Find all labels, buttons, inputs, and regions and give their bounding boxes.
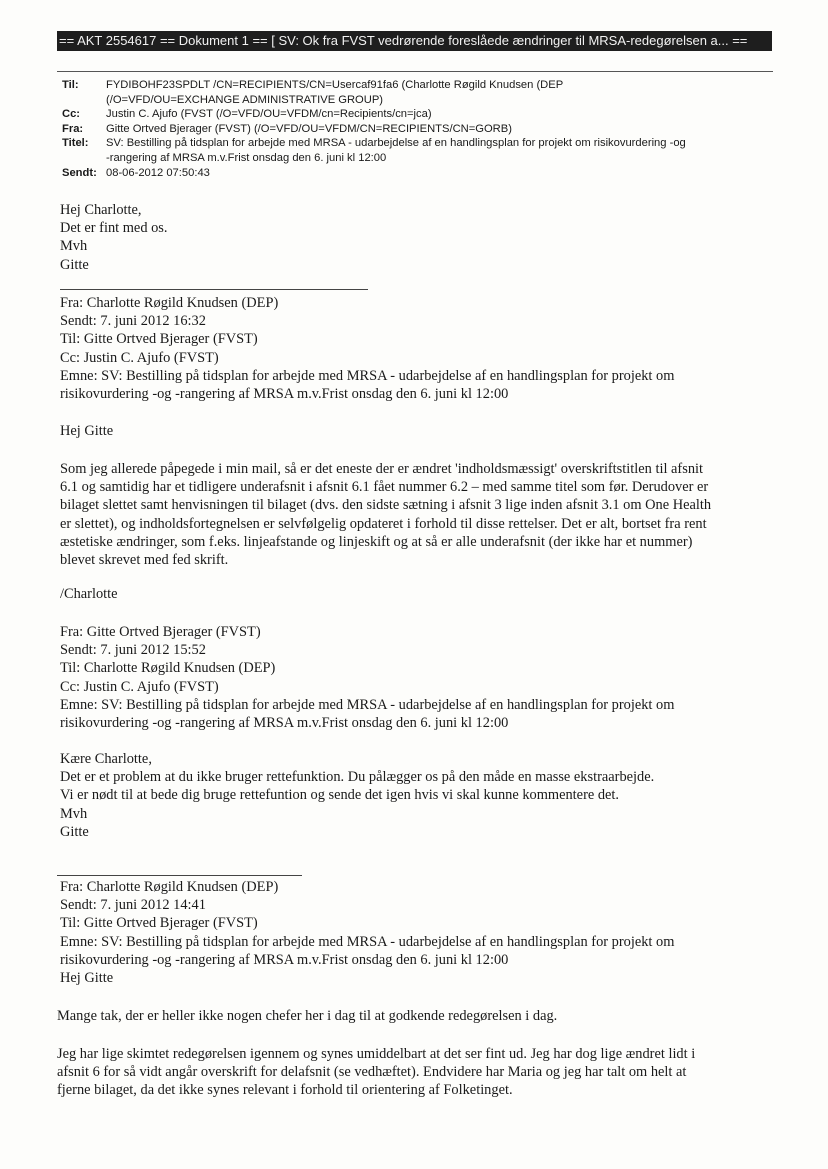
message-3-subject-line2: risikovurdering -og -rangering af MRSA m.v.Frist onsdag den 6. juni kl 12:00 bbox=[60, 715, 509, 732]
email-header bbox=[62, 78, 772, 180]
message-1-greeting: Hej Charlotte, bbox=[60, 202, 142, 218]
message-1-signature: Gitte bbox=[60, 256, 89, 273]
message-1 bbox=[60, 201, 760, 274]
header-sent-row bbox=[62, 166, 772, 181]
message-4-body-line: afsnit 6 for så vidt angår overskrift for delafsnit (se vedhæftet). Endvidere har Maria og jeg har talt om helt at bbox=[57, 1064, 687, 1081]
header-cc-label: Cc: bbox=[62, 108, 81, 121]
header-title-value-line2: -rangering af MRSA m.v.Frist onsdag den 6. juni kl 12:00 bbox=[106, 151, 387, 164]
message-1-closing: Mvh bbox=[60, 238, 88, 255]
message-2-body-line: blevet skrevet med fed skrift. bbox=[60, 552, 229, 569]
message-4-subject-line2: risikovurdering -og -rangering af MRSA m.v.Frist onsdag den 6. juni kl 12:00 bbox=[60, 951, 509, 968]
message-2-body-line: er slettet), og indholdsfortegnelsen er selvfølgelig opdateret i forhold til disse rettelser. Det er alt, bortset fra rent bbox=[60, 515, 707, 532]
message-3-greeting: Kære Charlotte, bbox=[60, 751, 152, 767]
message-3-to: Til: Charlotte Røgild Knudsen (DEP) bbox=[60, 660, 276, 677]
message-1-line: Det er fint med os. bbox=[60, 220, 168, 237]
message-3-body-line: Det er et problem at du ikke bruger rettefunktion. Du pålægger os på den måde en masse ekstraarbejde. bbox=[60, 769, 655, 786]
header-cc-row bbox=[62, 107, 772, 122]
message-2-body-line: æstetiske ændringer, som f.eks. linjeafstande og linjeskift og at så er alle underafsnit (der ikke har et nummer) bbox=[60, 533, 693, 550]
message-2-body bbox=[60, 460, 760, 569]
message-4-body-line: Jeg har lige skimtet redegørelsen igennem og synes umiddelbart at det ser fint ud. Jeg har dog lige ændret lidt i bbox=[57, 1046, 696, 1062]
message-4-body bbox=[57, 1045, 757, 1100]
message-3-body-line: Vi er nødt til at bede dig bruge rettefuntion og sende det igen hvis vi skal kunne kommentere det. bbox=[60, 787, 620, 804]
message-2-subject-line1: Emne: SV: Bestilling på tidsplan for arbejde med MRSA - udarbejdelse af en handlingsplan for projekt om bbox=[60, 367, 675, 384]
message-2-body-line: 6.1 og samtidig har et tidligere underafsnit i afsnit 6.1 fået nummer 6.2 – med samme titel som før. Derudover er bbox=[60, 479, 709, 496]
header-to-row bbox=[62, 78, 772, 107]
message-3-cc: Cc: Justin C. Ajufo (FVST) bbox=[60, 678, 219, 695]
header-title-row bbox=[62, 136, 772, 165]
header-from-value: Gitte Ortved Bjerager (FVST) (/O=VFD/OU=VFDM/CN=RECIPIENTS/CN=GORB) bbox=[106, 122, 512, 135]
message-3-header bbox=[60, 623, 760, 732]
message-4-to: Til: Gitte Ortved Bjerager (FVST) bbox=[60, 915, 258, 932]
message-2-cc: Cc: Justin C. Ajufo (FVST) bbox=[60, 349, 219, 366]
header-sent-value: 08-06-2012 07:50:43 bbox=[106, 166, 210, 179]
message-3-signature: Gitte bbox=[60, 823, 89, 840]
header-title-label: Titel: bbox=[62, 137, 89, 150]
message-2-subject-line2: risikovurdering -og -rangering af MRSA m.v.Frist onsdag den 6. juni kl 12:00 bbox=[60, 386, 509, 403]
header-from-label: Fra: bbox=[62, 122, 84, 135]
message-2-greeting: Hej Gitte bbox=[60, 423, 114, 439]
message-2-from: Fra: Charlotte Røgild Knudsen (DEP) bbox=[60, 295, 279, 311]
header-to-label: Til: bbox=[62, 79, 79, 91]
message-4-subject-line1: Emne: SV: Bestilling på tidsplan for arbejde med MRSA - udarbejdelse af en handlingsplan for projekt om bbox=[60, 933, 675, 950]
message-4-sent: Sendt: 7. juni 2012 14:41 bbox=[60, 897, 206, 914]
document-banner: == AKT 2554617 == Dokument 1 == [ SV: Ok fra FVST vedrørende foreslåede ændringer til MRSA-redegørelsen a... == bbox=[57, 31, 772, 51]
message-2-sent: Sendt: 7. juni 2012 16:32 bbox=[60, 313, 206, 330]
header-from-row bbox=[62, 122, 772, 137]
message-3-sent: Sendt: 7. juni 2012 15:52 bbox=[60, 642, 206, 659]
header-to-value-line2: (/O=VFD/OU=EXCHANGE ADMINISTRATIVE GROUP) bbox=[106, 93, 384, 106]
message-2-to: Til: Gitte Ortved Bjerager (FVST) bbox=[60, 331, 258, 348]
message-3-body bbox=[60, 750, 760, 841]
message-2-header bbox=[60, 294, 760, 403]
message-2-body-line: Som jeg allerede påpegede i min mail, så er det eneste der er ændret 'indholdsmæssigt' overskriftstitlen til afsnit bbox=[60, 461, 704, 477]
message-4-body-line: fjerne bilaget, da det ikke synes relevant i forhold til orientering af Folketinget. bbox=[57, 1082, 513, 1099]
header-cc-value: Justin C. Ajufo (FVST (/O=VFD/OU=VFDM/cn=Recipients/cn=jca) bbox=[106, 108, 432, 121]
message-2-signature: /Charlotte bbox=[60, 586, 118, 602]
message-3-closing: Mvh bbox=[60, 805, 88, 822]
header-title-value-line1: SV: Bestilling på tidsplan for arbejde med MRSA - udarbejdelse af en handlingsplan for projekt om risikovurdering -og bbox=[106, 137, 686, 150]
header-to-value-line1: FYDIBOHF23SPDLT /CN=RECIPIENTS/CN=Usercaf91fa6 (Charlotte Røgild Knudsen (DEP bbox=[106, 79, 564, 91]
message-3-subject-line1: Emne: SV: Bestilling på tidsplan for arbejde med MRSA - udarbejdelse af en handlingsplan for projekt om bbox=[60, 696, 675, 713]
header-sent-label: Sendt: bbox=[62, 166, 97, 179]
header-divider bbox=[57, 71, 773, 72]
message-4-from: Fra: Charlotte Røgild Knudsen (DEP) bbox=[60, 879, 279, 895]
message-4-greeting: Hej Gitte bbox=[60, 970, 114, 987]
message-4-header bbox=[60, 878, 760, 987]
quote-separator-1 bbox=[60, 289, 368, 290]
quote-separator-2 bbox=[57, 875, 302, 876]
message-2-body-line: bilaget slettet samt henvisningen til bilaget (dvs. den sidste sætning i afsnit 3 lige inden afsnit 3.1 om One Health bbox=[60, 497, 712, 514]
message-3-from: Fra: Gitte Ortved Bjerager (FVST) bbox=[60, 624, 261, 640]
message-4-line: Mange tak, der er heller ikke nogen chefer her i dag til at godkende redegørelsen i dag. bbox=[57, 1008, 558, 1024]
